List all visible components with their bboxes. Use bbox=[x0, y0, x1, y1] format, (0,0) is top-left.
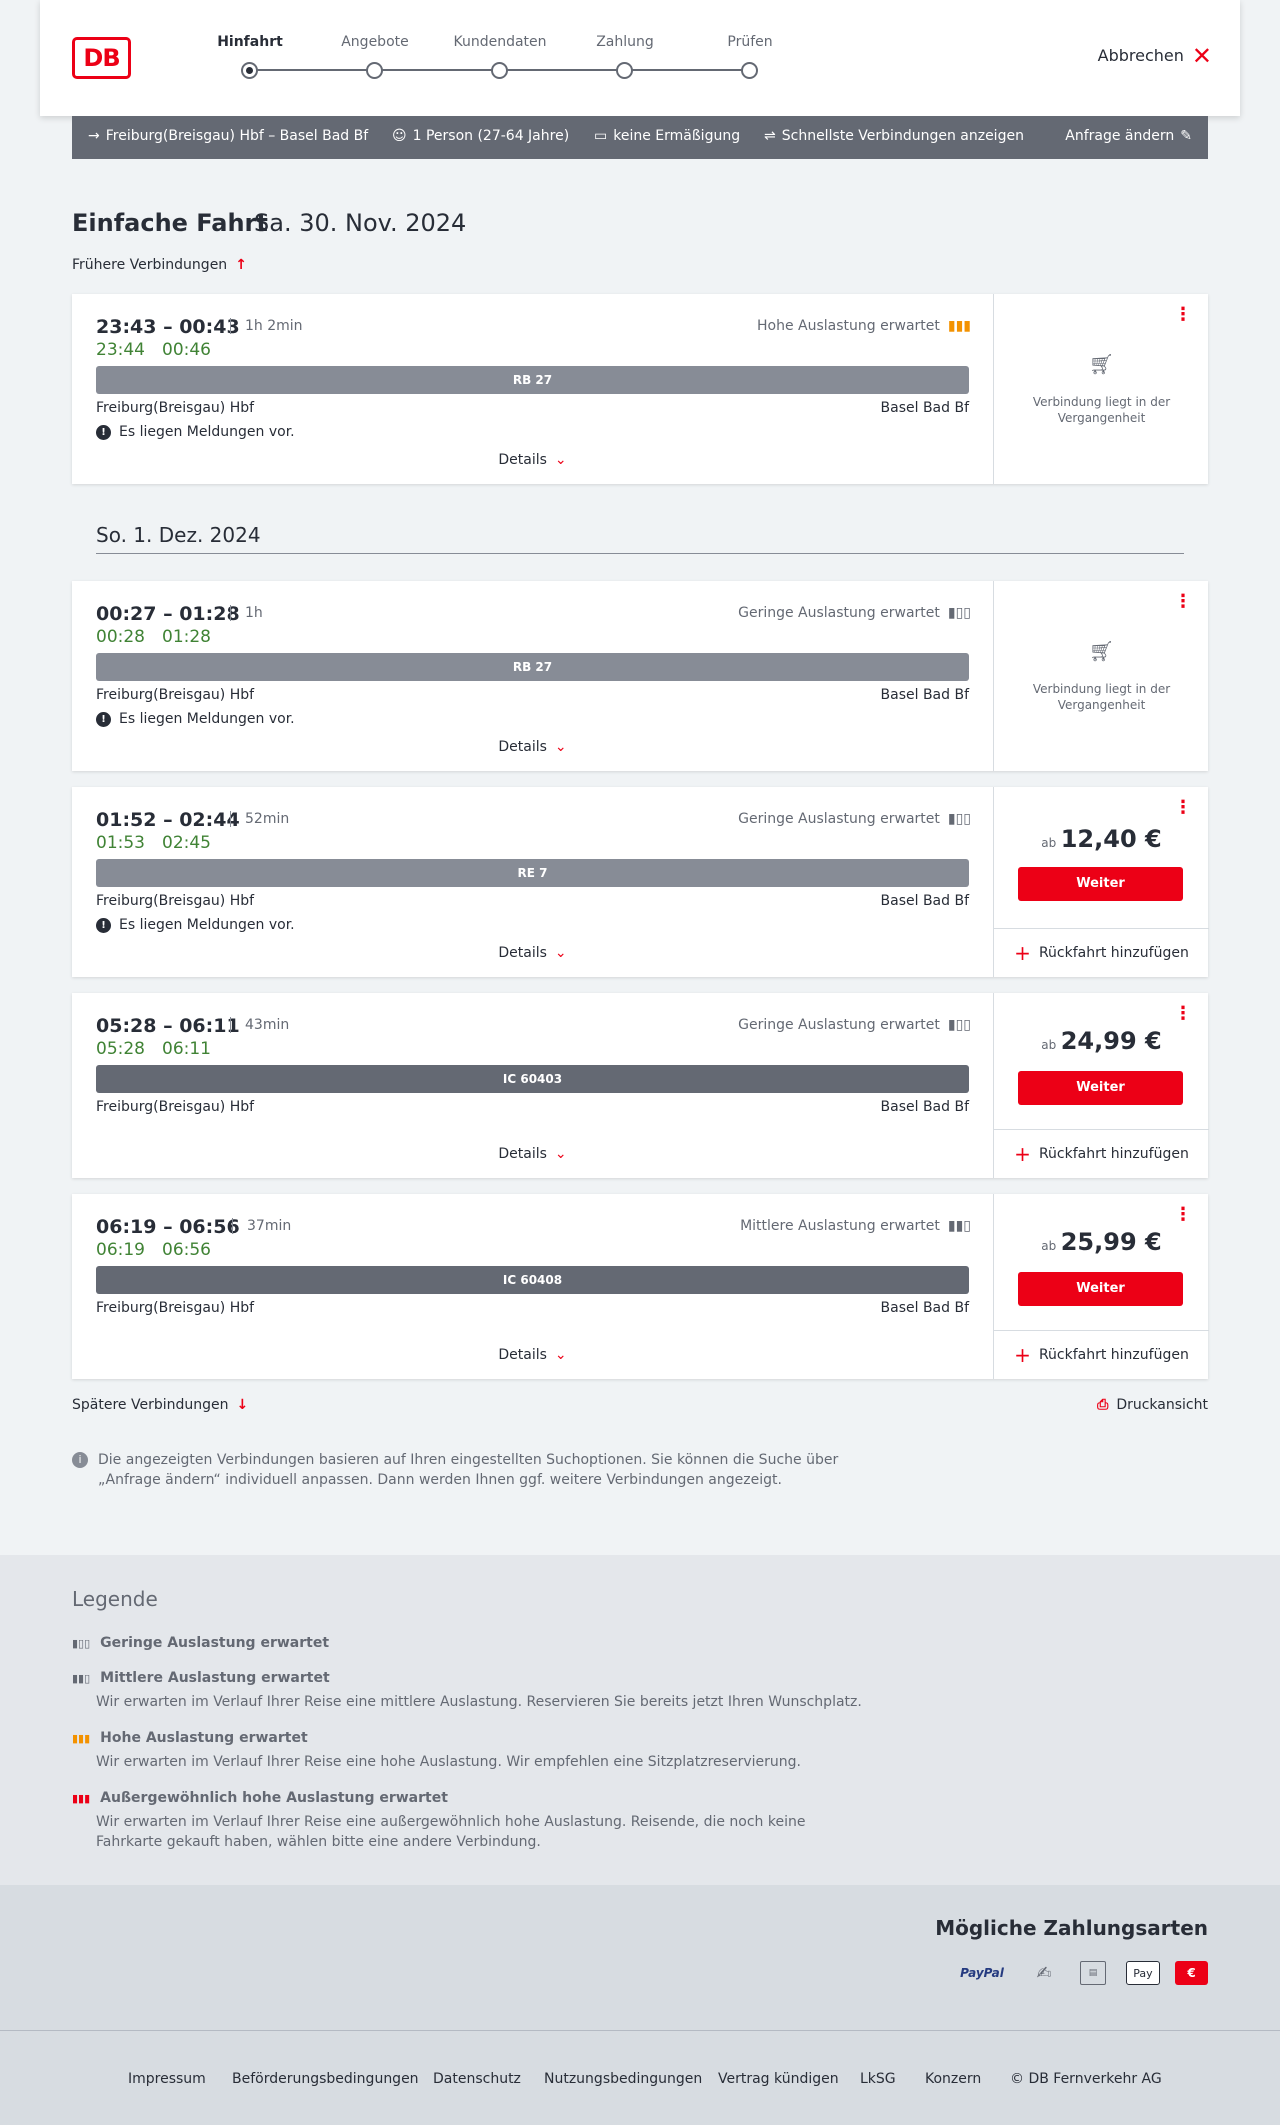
legend-item-title: Geringe Auslastung erwartet bbox=[100, 1635, 330, 1651]
connection-info bbox=[72, 993, 993, 1178]
add-return-button[interactable] bbox=[994, 928, 1209, 977]
search-summary-bar bbox=[72, 116, 1208, 159]
connection-info bbox=[72, 787, 993, 977]
legend-item-medium bbox=[72, 1670, 872, 1712]
past-connection-info bbox=[994, 352, 1209, 426]
continue-button[interactable]: Weiter bbox=[1018, 867, 1183, 901]
step-label: Hinfahrt bbox=[217, 34, 283, 50]
step-dot bbox=[616, 62, 633, 79]
plus-icon: + bbox=[1014, 1142, 1031, 1166]
details-toggle[interactable] bbox=[72, 1146, 993, 1162]
legend-item-title: Mittlere Auslastung erwartet bbox=[100, 1670, 330, 1686]
low-load-icon: ▮▯▯ bbox=[947, 811, 971, 827]
notice-text: Es liegen Meldungen vor. bbox=[119, 424, 295, 440]
load-text: Geringe Auslastung erwartet bbox=[738, 811, 940, 827]
persons-text: 1 Person (27-64 Jahre) bbox=[412, 128, 570, 144]
close-icon: ✕ bbox=[1191, 41, 1212, 70]
payment-methods-section bbox=[0, 1885, 1280, 2030]
continue-button[interactable]: Weiter bbox=[1018, 1272, 1183, 1306]
realtime-departure: 05:28 bbox=[96, 1039, 145, 1059]
chevron-down-icon: ⌄ bbox=[554, 452, 567, 468]
duration: 1h 2min bbox=[230, 318, 303, 334]
pencil-icon: ✎ bbox=[1180, 128, 1192, 144]
duration: 43min bbox=[230, 1017, 289, 1033]
realtime-arrival: 01:28 bbox=[162, 627, 211, 647]
step-dot bbox=[241, 62, 258, 79]
step-label: Prüfen bbox=[727, 34, 773, 50]
more-options-icon[interactable]: ⋮ bbox=[1174, 1003, 1192, 1024]
alert-icon: ! bbox=[96, 425, 111, 440]
medium-load-icon: ▮▮▯ bbox=[72, 1671, 91, 1685]
notice-text: Es liegen Meldungen vor. bbox=[119, 711, 295, 727]
fastest-text: Schnellste Verbindungen anzeigen bbox=[781, 128, 1024, 144]
footer-link-vertrag[interactable]: Vertrag kündigen bbox=[718, 2071, 839, 2087]
print-view-link[interactable] bbox=[1097, 1397, 1208, 1413]
discount-summary bbox=[594, 128, 740, 144]
arrow-right-icon: → bbox=[88, 128, 100, 144]
plus-icon: + bbox=[1014, 941, 1031, 965]
details-label: Details bbox=[498, 1347, 547, 1363]
add-return-label: Rückfahrt hinzufügen bbox=[1038, 1146, 1189, 1162]
cart-unavailable-icon: 🛒︎ bbox=[1088, 639, 1115, 663]
details-label: Details bbox=[498, 945, 547, 961]
footer-link-lksg[interactable]: LkSG bbox=[860, 2071, 896, 2087]
price-amount: 25,99 € bbox=[1060, 1228, 1162, 1256]
paypal-icon: PayPal bbox=[960, 1966, 1004, 1980]
alert-icon: ! bbox=[96, 918, 111, 933]
cart-unavailable-icon: 🛒︎ bbox=[1088, 352, 1115, 376]
continue-button[interactable]: Weiter bbox=[1018, 1071, 1183, 1105]
notice-text: Es liegen Meldungen vor. bbox=[119, 917, 295, 933]
footer-link-datenschutz[interactable]: Datenschutz bbox=[433, 2071, 521, 2087]
origin-station: Freiburg(Breisgau) Hbf bbox=[96, 400, 255, 416]
connection-card bbox=[72, 294, 1208, 484]
step-label: Kundendaten bbox=[453, 34, 547, 50]
earlier-label: Frühere Verbindungen bbox=[72, 257, 228, 273]
footer-link-impressum[interactable]: Impressum bbox=[128, 2071, 206, 2087]
connection-card bbox=[72, 581, 1208, 771]
notice-message[interactable] bbox=[96, 711, 295, 727]
price-amount: 12,40 € bbox=[1060, 825, 1162, 853]
cancel-button[interactable] bbox=[1097, 41, 1212, 70]
offer-panel bbox=[993, 581, 1208, 771]
step-kundendaten bbox=[445, 34, 555, 54]
legend-item-desc: Wir erwarten im Verlauf Ihrer Reise eine außergewöhnlich hohe Auslastung. Reisende, die noch keine Fahrkarte gekauft haben, wählen bitte eine andere Verbindung. bbox=[96, 1814, 806, 1850]
route-text: Freiburg(Breisgau) Hbf – Basel Bad Bf bbox=[105, 128, 369, 144]
more-options-icon[interactable]: ⋮ bbox=[1174, 1204, 1192, 1225]
add-return-button[interactable] bbox=[994, 1330, 1209, 1379]
details-label: Details bbox=[498, 739, 547, 755]
later-label: Spätere Verbindungen bbox=[72, 1397, 229, 1413]
high-load-icon: ▮▮▮ bbox=[72, 1731, 91, 1745]
duration: 52min bbox=[230, 811, 289, 827]
offer-panel bbox=[993, 787, 1208, 977]
more-options-icon[interactable]: ⋮ bbox=[1174, 304, 1192, 325]
more-options-icon[interactable]: ⋮ bbox=[1174, 797, 1192, 818]
load-indicator bbox=[738, 811, 971, 827]
realtime-arrival: 02:45 bbox=[162, 833, 211, 853]
arrow-up-icon: ↑ bbox=[235, 257, 247, 273]
connection-info bbox=[72, 294, 993, 484]
load-indicator bbox=[757, 318, 971, 334]
details-toggle[interactable] bbox=[72, 739, 993, 755]
step-angebote bbox=[320, 34, 430, 54]
load-text: Geringe Auslastung erwartet bbox=[738, 605, 940, 621]
realtime-arrival: 00:46 bbox=[162, 340, 211, 360]
train-bar[interactable]: RB 27 bbox=[96, 653, 969, 681]
chevron-down-icon: ⌄ bbox=[554, 1347, 567, 1363]
offer-panel bbox=[993, 1194, 1208, 1379]
duration: 37min bbox=[232, 1218, 291, 1234]
legend-item-desc: Wir erwarten im Verlauf Ihrer Reise eine hohe Auslastung. Wir empfehlen eine Sitzplatzreservierung. bbox=[96, 1754, 801, 1770]
add-return-button[interactable] bbox=[994, 1129, 1209, 1178]
price bbox=[994, 825, 1209, 853]
origin-station: Freiburg(Breisgau) Hbf bbox=[96, 1099, 255, 1115]
footer-link-befoerderung[interactable]: Beförderungsbedingungen bbox=[232, 2071, 419, 2087]
low-load-icon: ▮▯▯ bbox=[947, 1017, 971, 1033]
connection-card bbox=[72, 1194, 1208, 1379]
legend-item-high bbox=[72, 1730, 872, 1772]
realtime-arrival: 06:56 bbox=[162, 1240, 211, 1260]
origin-station: Freiburg(Breisgau) Hbf bbox=[96, 893, 255, 909]
fastest-toggle[interactable] bbox=[764, 128, 1024, 144]
connection-card bbox=[72, 787, 1208, 977]
chevron-down-icon: ⌄ bbox=[554, 945, 567, 961]
step-label: Zahlung bbox=[596, 34, 654, 50]
arrow-down-icon: ↓ bbox=[236, 1397, 249, 1413]
destination-station: Basel Bad Bf bbox=[880, 1099, 969, 1115]
past-text: Verbindung liegt in der Vergangenheit bbox=[1032, 395, 1171, 425]
apple-pay-label: Pay bbox=[1133, 1966, 1153, 1980]
details-toggle[interactable] bbox=[72, 1347, 993, 1363]
print-label: Druckansicht bbox=[1116, 1397, 1208, 1413]
change-text: Anfrage ändern bbox=[1065, 128, 1175, 144]
load-indicator bbox=[738, 605, 971, 621]
train-bar[interactable]: IC 60408 bbox=[96, 1266, 969, 1294]
medium-load-icon: ▮▮▯ bbox=[947, 1218, 971, 1234]
load-text: Geringe Auslastung erwartet bbox=[738, 1017, 940, 1033]
step-pruefen bbox=[695, 34, 805, 54]
day-separator: So. 1. Dez. 2024 bbox=[96, 523, 1184, 554]
legend-item-low bbox=[72, 1635, 872, 1651]
title-row bbox=[0, 159, 1280, 259]
legend-item-desc: Wir erwarten im Verlauf Ihrer Reise eine mittlere Auslastung. Reservieren Sie bereits jetzt Ihren Wunschplatz. bbox=[96, 1694, 862, 1710]
low-load-icon: ▮▯▯ bbox=[72, 1636, 91, 1650]
change-request-button[interactable] bbox=[1065, 128, 1192, 144]
legend-title: Legende bbox=[72, 1587, 158, 1611]
legend-item-title: Außergewöhnlich hohe Auslastung erwartet bbox=[100, 1790, 448, 1806]
step-label: Angebote bbox=[341, 34, 409, 50]
card-icon: ▭ bbox=[594, 128, 608, 144]
connection-info bbox=[72, 581, 993, 771]
offer-panel bbox=[993, 993, 1208, 1178]
price-prefix: ab bbox=[1041, 836, 1057, 850]
duration: 1h bbox=[230, 605, 263, 621]
page-title: Einfache Fahrt bbox=[72, 209, 268, 237]
load-text: Mittlere Auslastung erwartet bbox=[740, 1218, 940, 1234]
offer-panel bbox=[993, 294, 1208, 484]
price bbox=[994, 1027, 1209, 1055]
direct-debit-icon: ✍ bbox=[1036, 1962, 1052, 1984]
earlier-connections-link[interactable] bbox=[72, 257, 247, 273]
destination-station: Basel Bad Bf bbox=[880, 687, 969, 703]
note-text: Die angezeigten Verbindungen basieren auf Ihren eingestellten Suchoptionen. Sie können die Suche über „Anfrage ändern“ individuell anpassen. Dann werden Ihnen ggf. weitere Verbindungen angezeigt. bbox=[98, 1452, 839, 1488]
add-return-label: Rückfahrt hinzufügen bbox=[1038, 1347, 1189, 1363]
planned-times: 06:19 – 06:56 bbox=[96, 1216, 240, 1238]
plus-icon: + bbox=[1014, 1343, 1031, 1367]
booking-stepper bbox=[210, 34, 780, 84]
alert-icon: ! bbox=[96, 712, 111, 727]
later-connections-link[interactable] bbox=[72, 1397, 248, 1413]
footer-copyright: © DB Fernverkehr AG bbox=[1010, 2071, 1162, 2087]
info-icon: i bbox=[72, 1452, 88, 1468]
planned-times: 00:27 – 01:28 bbox=[96, 603, 240, 625]
destination-station: Basel Bad Bf bbox=[880, 893, 969, 909]
printer-icon: ⎙ bbox=[1097, 1397, 1109, 1413]
discount-text: keine Ermäßigung bbox=[613, 128, 741, 144]
load-indicator bbox=[738, 1017, 971, 1033]
step-dot bbox=[366, 62, 383, 79]
planned-times: 01:52 – 02:44 bbox=[96, 809, 240, 831]
connection-info bbox=[72, 1194, 993, 1379]
chevron-down-icon: ⌄ bbox=[554, 739, 567, 755]
load-indicator bbox=[740, 1218, 971, 1234]
details-label: Details bbox=[498, 452, 547, 468]
footer-link-konzern[interactable]: Konzern bbox=[925, 2071, 982, 2087]
chevron-down-icon: ⌄ bbox=[554, 1146, 567, 1162]
payment-title: Mögliche Zahlungsarten bbox=[935, 1916, 1208, 1940]
footer-link-nutzung[interactable]: Nutzungsbedingungen bbox=[544, 2071, 703, 2087]
connection-card bbox=[72, 993, 1208, 1178]
planned-times: 23:43 – 00:43 bbox=[96, 316, 240, 338]
notice-message[interactable] bbox=[96, 917, 295, 933]
price-prefix: ab bbox=[1041, 1038, 1057, 1052]
realtime-departure: 00:28 bbox=[96, 627, 145, 647]
header bbox=[40, 0, 1240, 116]
person-icon: ☺ bbox=[392, 128, 407, 144]
db-logo[interactable]: DB bbox=[72, 37, 131, 79]
past-text: Verbindung liegt in der Vergangenheit bbox=[1032, 682, 1171, 712]
cancel-label: Abbrechen bbox=[1097, 46, 1184, 65]
realtime-departure: 23:44 bbox=[96, 340, 145, 360]
step-dot bbox=[741, 62, 758, 79]
destination-station: Basel Bad Bf bbox=[880, 1300, 969, 1316]
realtime-departure: 01:53 bbox=[96, 833, 145, 853]
persons-summary bbox=[392, 128, 569, 144]
db-card-icon: € bbox=[1175, 1961, 1208, 1985]
realtime-arrival: 06:11 bbox=[162, 1039, 211, 1059]
train-bar[interactable]: IC 60403 bbox=[96, 1065, 969, 1093]
realtime-departure: 06:19 bbox=[96, 1240, 145, 1260]
legend-item-extreme bbox=[72, 1790, 872, 1852]
load-text: Hohe Auslastung erwartet bbox=[757, 318, 940, 334]
train-bar[interactable]: RB 27 bbox=[96, 366, 969, 394]
past-connection-info bbox=[994, 639, 1209, 713]
route-summary bbox=[88, 128, 368, 144]
price bbox=[994, 1228, 1209, 1256]
origin-station: Freiburg(Breisgau) Hbf bbox=[96, 687, 255, 703]
notice-message[interactable] bbox=[96, 424, 295, 440]
legend-item-title: Hohe Auslastung erwartet bbox=[100, 1730, 308, 1746]
price-amount: 24,99 € bbox=[1060, 1027, 1162, 1055]
search-note bbox=[72, 1450, 852, 1490]
low-load-icon: ▮▯▯ bbox=[947, 605, 971, 621]
footer bbox=[0, 2030, 1280, 2125]
destination-station: Basel Bad Bf bbox=[880, 400, 969, 416]
price-prefix: ab bbox=[1041, 1239, 1057, 1253]
step-hinfahrt[interactable] bbox=[195, 34, 305, 54]
step-dot bbox=[491, 62, 508, 79]
high-load-icon: ▮▮▮ bbox=[947, 318, 971, 334]
details-label: Details bbox=[498, 1146, 547, 1162]
details-toggle[interactable] bbox=[72, 452, 993, 468]
sliders-icon: ⇌ bbox=[764, 128, 776, 144]
step-zahlung bbox=[570, 34, 680, 54]
legend-section bbox=[0, 1555, 1280, 1885]
extreme-load-icon: ▮▮▮ bbox=[72, 1791, 91, 1805]
apple-pay-icon bbox=[1126, 1961, 1160, 1985]
planned-times: 05:28 – 06:11 bbox=[96, 1015, 240, 1037]
train-bar[interactable]: RE 7 bbox=[96, 859, 969, 887]
more-options-icon[interactable]: ⋮ bbox=[1174, 591, 1192, 612]
details-toggle[interactable] bbox=[72, 945, 993, 961]
origin-station: Freiburg(Breisgau) Hbf bbox=[96, 1300, 255, 1316]
add-return-label: Rückfahrt hinzufügen bbox=[1038, 945, 1189, 961]
travel-date: Sa. 30. Nov. 2024 bbox=[254, 209, 467, 237]
sepa-icon: ▤ bbox=[1080, 1961, 1106, 1985]
